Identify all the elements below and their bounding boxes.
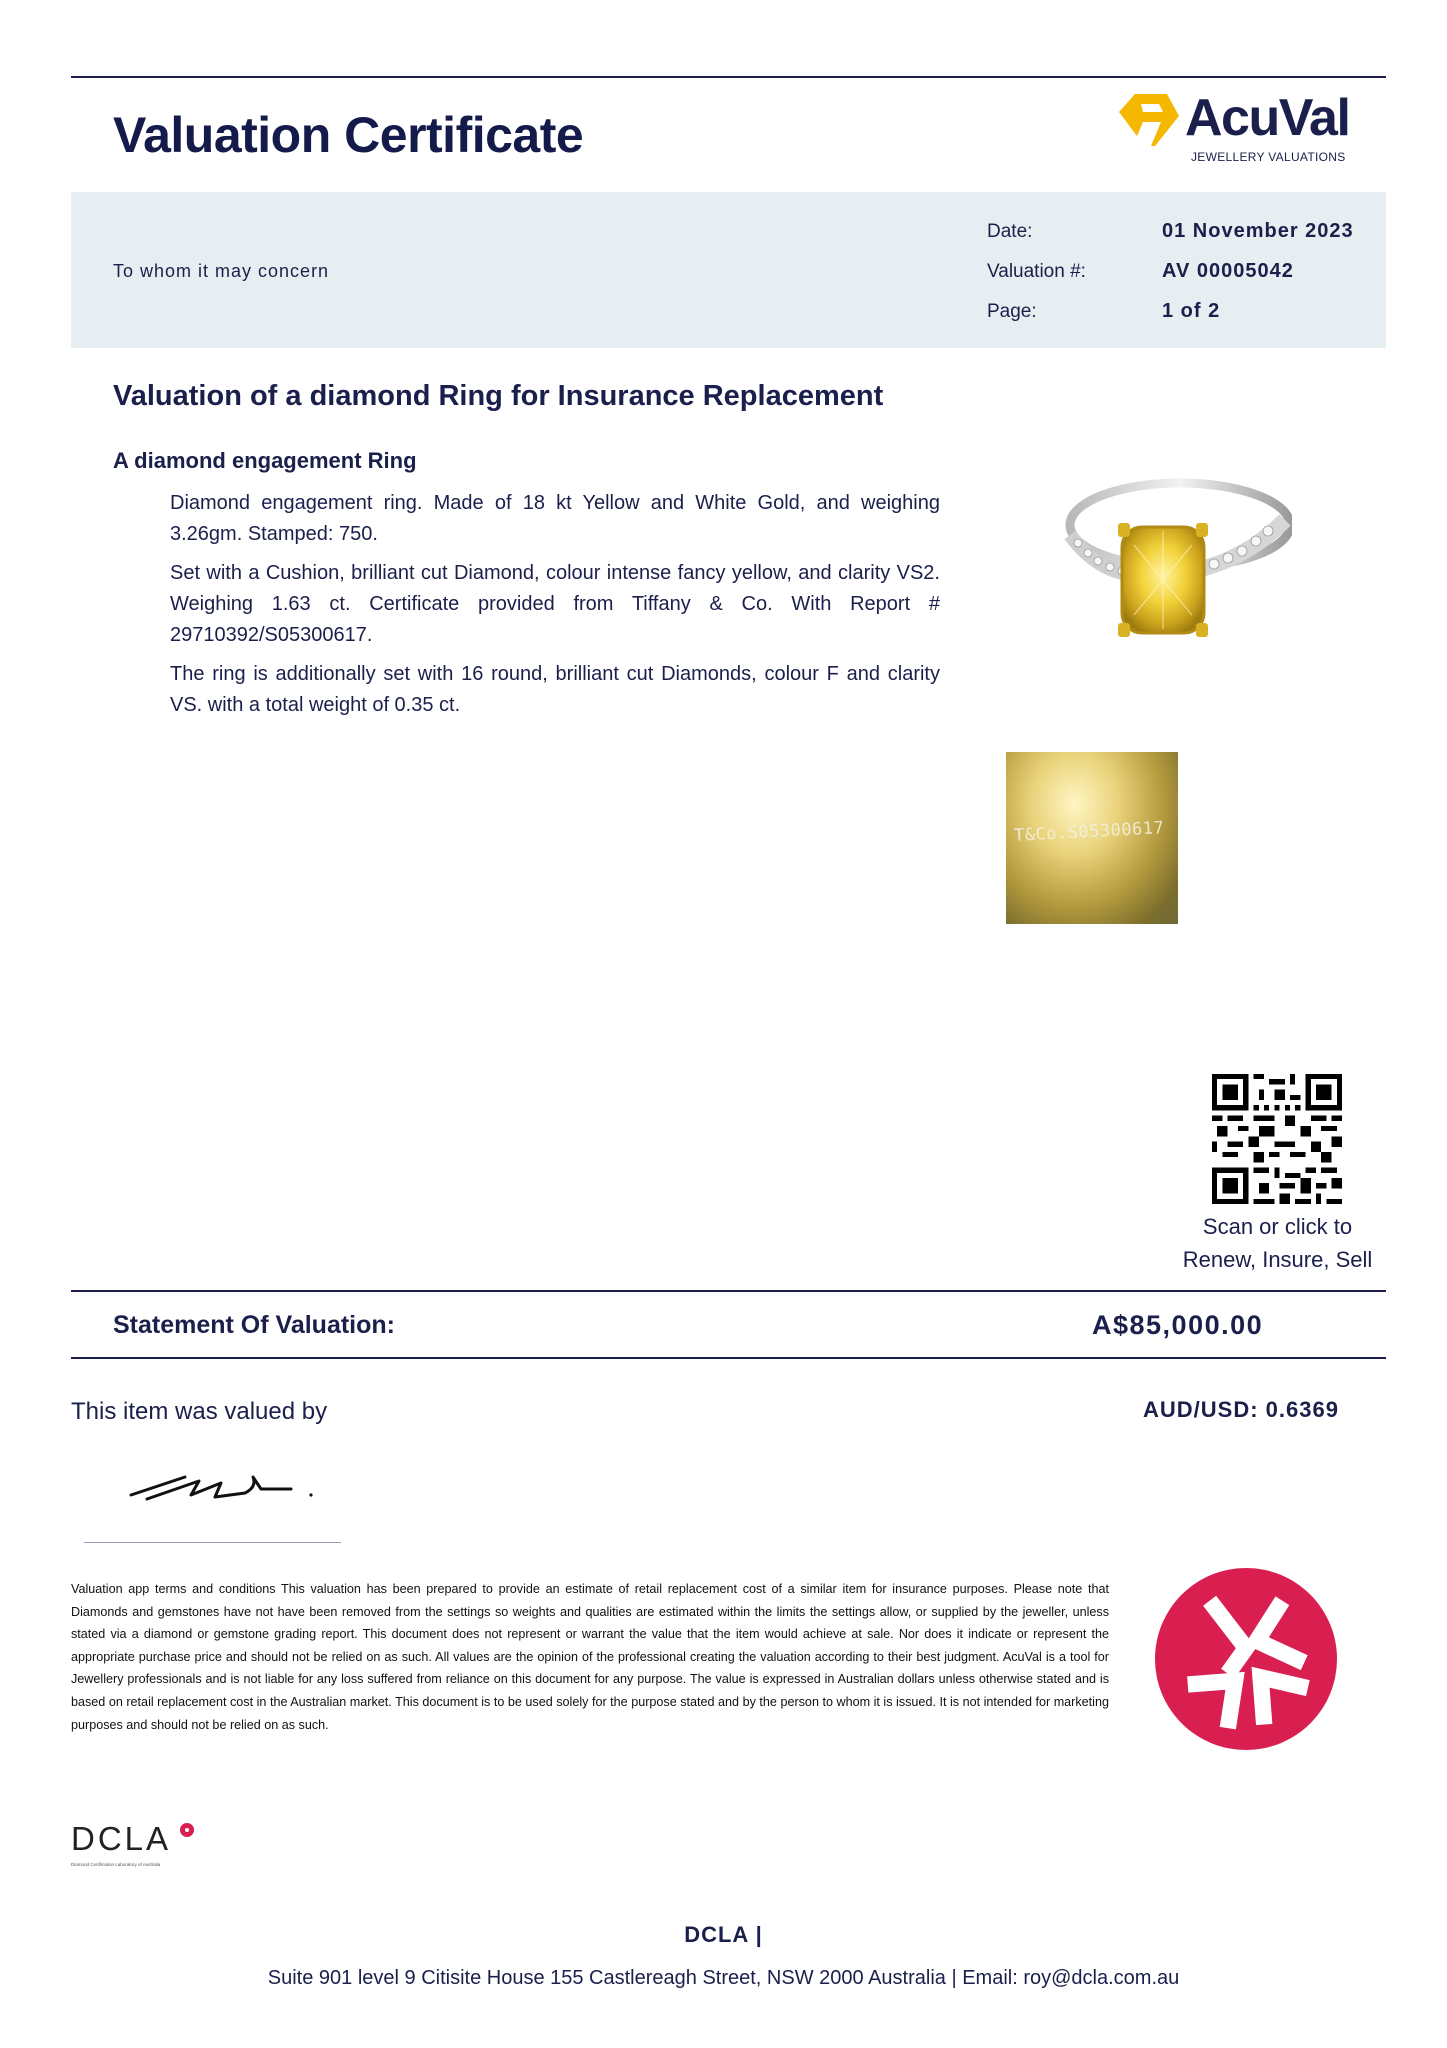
acuval-logo-name: AcuVal [1185,89,1350,147]
info-band [71,192,1386,348]
item-title: A diamond engagement Ring [113,448,417,473]
dcla-mark-icon [1155,1568,1337,1750]
dcla-logo-flower-icon [179,1822,195,1838]
top-rule [71,76,1386,78]
inscription-photo [1006,752,1178,924]
ring-photo [1030,465,1292,665]
description-paragraph: Diamond engagement ring. Made of 18 kt Yellow and White Gold, and weighing 3.26gm. Stamped: 750. [170,492,940,545]
date-label: Date: [987,221,1033,242]
inscription-text: T&Co.S05300617 [1013,818,1165,846]
footer-address: Suite 901 level 9 Citisite House 155 Castlereagh Street, NSW 2000 Australia | Email: roy@dcla.com.au [267,1967,1180,1989]
valuer-signature [125,1455,325,1515]
description-paragraph: The ring is additionally set with 16 round, brilliant cut Diamonds, colour F and clarity VS. with a total weight of 0.35 ct. [170,663,940,716]
dcla-logo-subtitle: Diamond Certification Laboratory of Australia [71,1862,161,1867]
acuval-logo-icon [1115,92,1181,148]
page-label: Page: [987,301,1037,322]
qr-caption-line2: Renew, Insure, Sell [1182,1247,1373,1272]
addressee: To whom it may concern [113,261,330,281]
valuation-label: Statement Of Valuation: [113,1311,395,1339]
page-title: Valuation Certificate [113,107,584,163]
footer-organization: DCLA | [684,1922,763,1947]
qr-caption-line1: Scan or click to [1202,1214,1353,1239]
acuval-logo-tagline: JEWELLERY VALUATIONS [1191,150,1346,164]
valuation-bottom-rule [71,1357,1386,1359]
valuation-number-label: Valuation #: [987,261,1086,282]
section-title: Valuation of a diamond Ring for Insurance Replacement [113,380,884,412]
valued-by-label: This item was valued by [71,1398,328,1425]
valuation-top-rule [71,1290,1386,1292]
dcla-logo [71,1820,211,1870]
exchange-rate: AUD/USD: 0.6369 [1143,1397,1339,1422]
page-value: 1 of 2 [1162,300,1221,322]
acuval-logo [1115,88,1365,168]
valuation-number-value: AV 00005042 [1162,260,1294,282]
valuation-value: A$85,000.00 [1092,1310,1264,1340]
dcla-logo-name: DCLA [71,1820,172,1857]
date-value: 01 November 2023 [1162,220,1354,242]
description-paragraph: Set with a Cushion, brilliant cut Diamond, colour intense fancy yellow, and clarity VS2. Weighing 1.63 ct. Certificate provided from Tiffany & Co. With Report # 29710392/S05300617. [170,562,940,646]
terms-and-conditions: Valuation app terms and conditions This valuation has been prepared to provide an estimate of retail replacement cost of a similar item for insurance purposes. Please note that Diamonds and gemstones have not have been removed from the settings so weights and qualities are estimated within the limits the settings allow, or supplied by the jeweller, unless stated via a diamond or gemstone grading report. This document does not represent or warrant the value that the item would achieve at sale. Nor does it indicate or represent the appropriate purchase price and should not be relied on as such. All values are the opinion of the professional creating the valuation according to their best judgment. AcuVal is a tool for Jewellery professionals and is not liable for any loss suffered from reliance on this document for any purpose. The value is expressed in Australian dollars unless otherwise stated and is based on retail replacement cost in the Australian market. This document is to be used solely for the purpose stated and by the person to whom it is issued. It is not intended for marketing purposes and should not be relied on as such. [71,1582,1109,1732]
qr-code[interactable] [1212,1074,1342,1204]
signature-line [84,1542,341,1543]
